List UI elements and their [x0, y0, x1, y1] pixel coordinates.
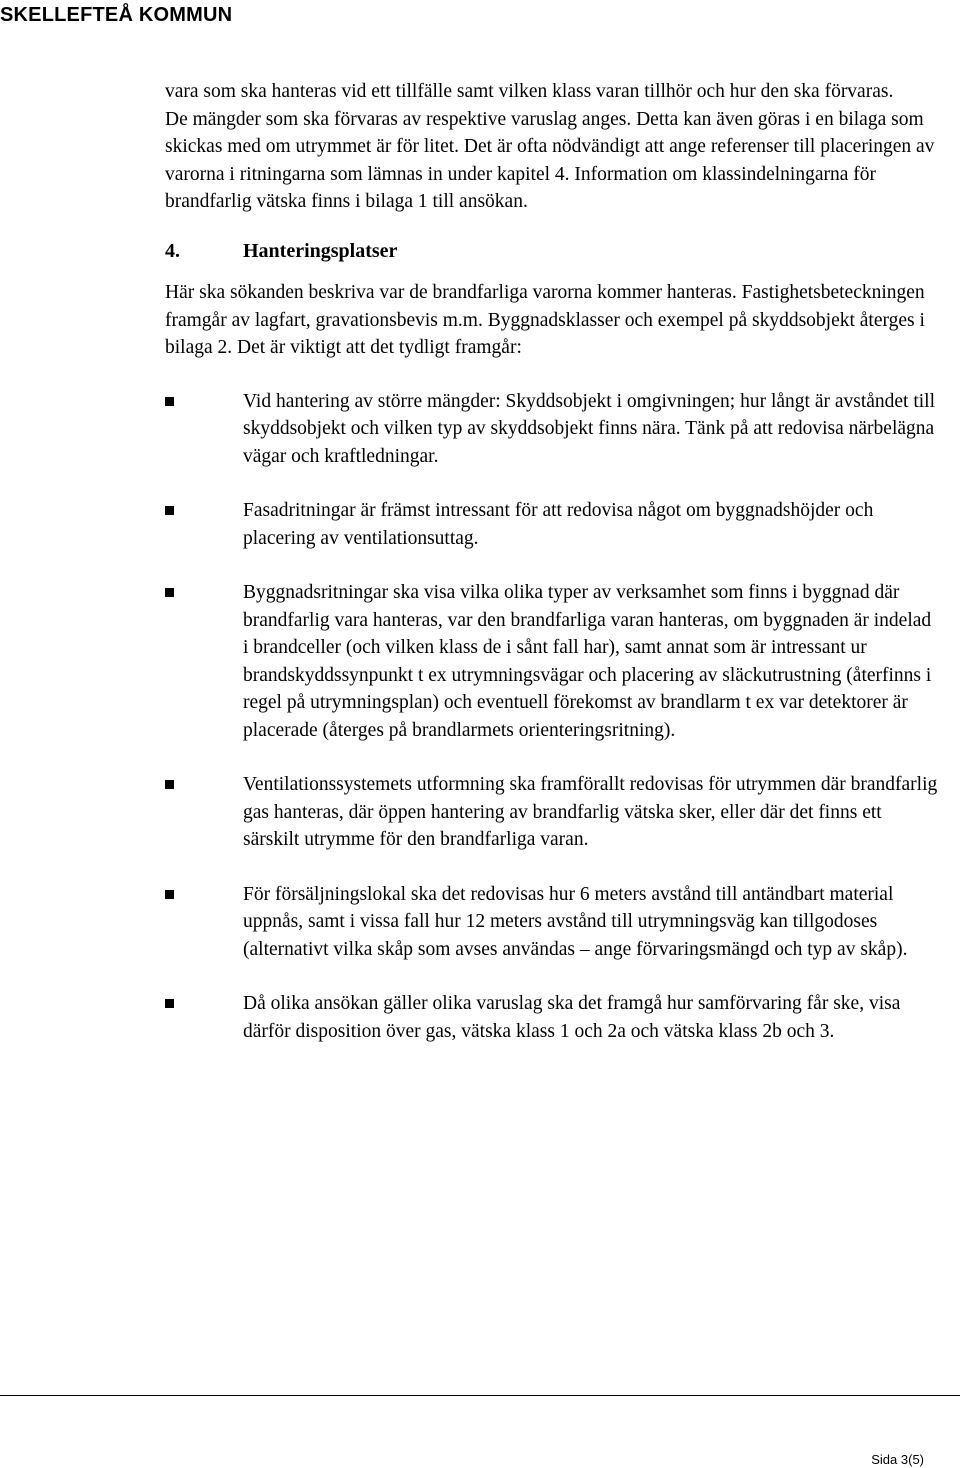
bullet-text: Ventilationssystemets utformning ska framförallt redovisas för utrymmen där brandfarlig gas hanteras, där öppen hantering av brandfarlig vätska sker, eller där det finns ett särskilt utrymme för den brandfarliga varan.	[243, 774, 938, 850]
bullet-item	[165, 579, 940, 744]
square-bullet-icon	[165, 506, 174, 515]
footer-divider	[0, 1395, 960, 1396]
bullet-text: För försäljningslokal ska det redovisas hur 6 meters avstånd till antändbart material uppnås, samt i vissa fall hur 12 meters avstånd till utrymningsväg kan tillgodoses (alternativt vilka skåp som avses användas – ange förvaringsmängd och typ av skåp).	[243, 883, 908, 960]
intro-paragraph-1: vara som ska hanteras vid ett tillfälle samt vilken klass varan tillhör och hur den ska förvaras.	[165, 81, 894, 102]
section-heading	[165, 238, 940, 266]
bullet-item	[165, 771, 940, 854]
intro-paragraph-2: De mängder som ska förvaras av respektive varuslag anges. Detta kan även göras i en bilaga som skickas med om utrymmet är för litet. Det är ofta nödvändigt att ange referenser till placeringen av varorna i ritningarna som lämnas in under kapitel 4. Information om klassindelningarna för brandfarlig vätska finns i bilaga 1 till ansökan.	[165, 108, 935, 212]
bullet-item	[165, 497, 940, 552]
bullet-text: Byggnadsritningar ska visa vilka olika typer av verksamhet som finns i byggnad där brandfarlig vara hanteras, var den brandfarliga varan hanteras, om byggnaden är indelad i brandceller (och vilken klass de i sånt fall har), samt annat som är intressant ur brandskyddssynpunkt t ex utrymningsvägar och placering av släckutrustning (återfinns i regel på utrymningsplan) och eventuell förekomst av brandlarm t ex var detektorer är placerade (återges på brandlarmets orienteringsritning).	[243, 582, 932, 741]
bullet-text: Vid hantering av större mängder: Skyddsobjekt i omgivningen; hur långt är avståndet till skyddsobjekt och vilken typ av skyddsobjekt finns nära. Tänk på att redovisa närbelägna vägar och kraftledningar.	[243, 390, 936, 467]
bullet-item	[165, 990, 940, 1045]
bullet-list	[165, 388, 940, 1046]
document-header-title: SKELLEFTEÅ KOMMUN	[0, 4, 233, 26]
section-number: 4.	[165, 239, 180, 262]
square-bullet-icon	[165, 588, 174, 597]
document-body	[165, 78, 940, 1072]
square-bullet-icon	[165, 890, 174, 899]
section-title: Hanteringsplatser	[243, 239, 398, 262]
square-bullet-icon	[165, 397, 174, 406]
bullet-text: Fasadritningar är främst intressant för att redovisa något om byggnadshöjder och placering av ventilationsuttag.	[243, 500, 874, 549]
square-bullet-icon	[165, 999, 174, 1008]
square-bullet-icon	[165, 780, 174, 789]
bullet-text: Då olika ansökan gäller olika varuslag ska det framgå hur samförvaring får ske, visa därför disposition över gas, vätska klass 1 och 2a och vätska klass 2b och 3.	[243, 993, 901, 1042]
bullet-item	[165, 881, 940, 964]
bullet-item	[165, 388, 940, 471]
section-paragraph: Här ska sökanden beskriva var de brandfarliga varorna kommer hanteras. Fastighetsbeteckningen framgår av lagfart, gravationsbevis m.m. Byggnadsklasser och exempel på skyddsobjekt återges i bilaga 2. Det är viktigt att det tydligt framgår:	[165, 282, 925, 358]
page-number: Sida 3(5)	[871, 1452, 924, 1467]
